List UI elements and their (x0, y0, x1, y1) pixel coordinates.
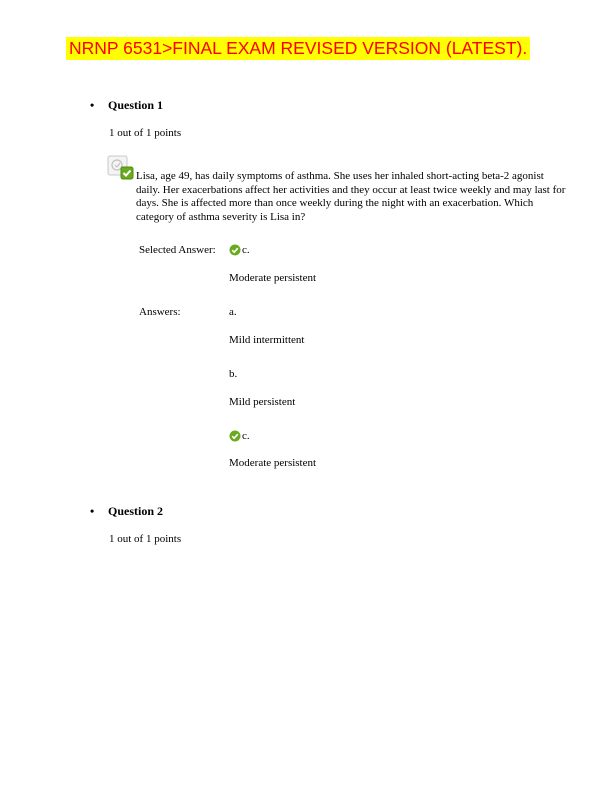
answer-b-letter: b. (229, 368, 238, 380)
answer-a-text: Mild intermittent (229, 334, 305, 346)
selected-answer-text: Moderate persistent (229, 272, 317, 284)
answer-c-text: Moderate persistent (229, 457, 317, 469)
answer-a-letter: a. (229, 306, 237, 318)
question-1-text: Lisa, age 49, has daily symptoms of asthma. She uses her inhaled short-acting beta-2 agonist daily. Her exacerbations affect her activities and they occur at least twice weekly and may last for days. She is affected more than once weekly during the night with an exacerbation. Which category of asthma severity is Lisa in? (136, 170, 566, 223)
selected-answer-letter (229, 244, 250, 256)
page-title: NRNP 6531>FINAL EXAM REVISED VERSION (LATEST). (66, 37, 530, 60)
bullet: • (90, 98, 95, 112)
graded-correct-icon (107, 155, 135, 183)
selected-letter-text: c. (242, 244, 250, 256)
answer-c-letter-text: c. (242, 430, 250, 442)
question-1-heading (90, 98, 163, 113)
question-2-points: 1 out of 1 points (109, 533, 182, 545)
question-2-heading (90, 504, 163, 519)
answer-c-letter (229, 430, 250, 442)
bullet: • (90, 504, 95, 518)
answers-label: Answers: (139, 306, 181, 318)
question-1-title: Question 1 (108, 98, 164, 112)
answer-b-text: Mild persistent (229, 396, 296, 408)
selected-answer-label: Selected Answer: (139, 244, 216, 256)
question-2-title: Question 2 (108, 504, 164, 518)
question-1-points: 1 out of 1 points (109, 127, 182, 139)
check-circle-icon (229, 244, 241, 256)
check-circle-icon (229, 430, 241, 442)
